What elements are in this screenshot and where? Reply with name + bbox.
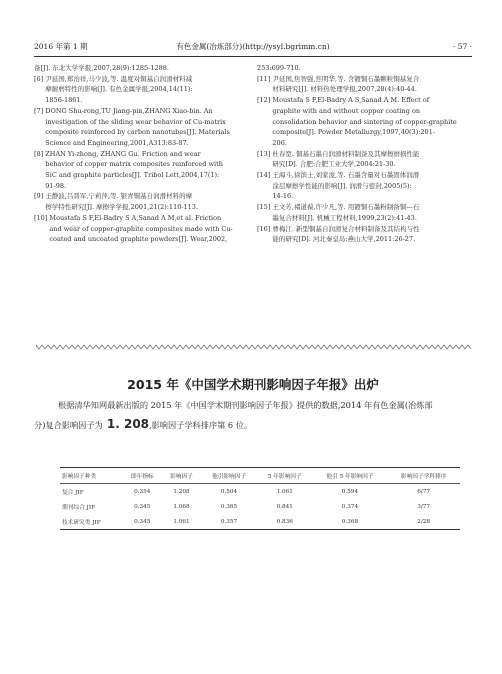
reference-line: 摩耐磨特性的影响[J]. 有色金属学报,2004,14(11):	[45, 85, 193, 94]
reference-item	[257, 149, 472, 170]
reference-item	[34, 74, 246, 106]
reference-line: Moustafa S F,El-Badry A S,Sanad A M. Effect of	[272, 96, 430, 105]
table-cell: 1.061	[276, 488, 293, 495]
reference-line: 91-98.	[45, 181, 67, 190]
reference-line: 尹延国,焦智强,焦明华,等. 含镀铜石墨颗粒铜基复合	[272, 74, 420, 83]
table-row	[60, 514, 460, 530]
notice-paragraph	[34, 396, 470, 435]
reference-number: [16]	[257, 224, 273, 233]
reference-line: 曹梅江. 新型铜基自润滑复合材料制备及其结构与性	[272, 224, 420, 233]
column-header: 影响因子学科排序	[387, 468, 460, 484]
reference-line: 206.	[272, 138, 287, 147]
reference-line: 王文芳,褚道葆,许少凡,等. 用镀铜石墨粉制备铜—石	[272, 203, 420, 212]
wavy-divider	[36, 344, 472, 350]
reference-number: [10]	[34, 213, 50, 222]
impact-factor-table	[60, 467, 460, 530]
reference-number: [15]	[257, 203, 273, 212]
reference-text	[272, 202, 472, 223]
table-cell: 1.061	[162, 514, 201, 530]
notice-title: 2015 年《中国学术期刊影响因子年报》出炉	[127, 377, 379, 392]
reference-line: 擦学特性研究[J]. 摩擦学学报,2001,21(2):110-113.	[45, 203, 199, 212]
reference-line: ZHAN Yi-zhong, ZHANG Gu. Friction and wear	[45, 149, 201, 158]
reference-text	[257, 63, 472, 74]
reference-line: Moustafa S F,El-Badry S A,Sanad A M,et al. Friction	[49, 213, 222, 222]
notice-line-2-prefix: 分)复合影响因子为	[34, 420, 103, 430]
table-cell: 3/77	[417, 503, 431, 510]
reference-line: coated and uncoated graphite powders[J]. Wear,2002,	[49, 235, 228, 244]
table-cell: 1.068	[173, 503, 190, 510]
page-number: · 57 ·	[452, 42, 472, 51]
reference-item	[257, 224, 472, 245]
running-header	[34, 40, 472, 54]
table-cell: 0.594	[341, 488, 359, 495]
table-cell: 0.345	[134, 503, 151, 510]
reference-line: behavior of copper matrix composites reinforced with	[45, 160, 223, 169]
reference-line: SiC and graphite particles[J]. Tribol Lett,2004,17(1):	[45, 171, 220, 180]
reference-line: Science and Engineering,2001,A313:83-87.	[45, 138, 189, 147]
reference-item	[257, 202, 472, 223]
reference-number: [11]	[257, 74, 273, 83]
reference-text	[45, 149, 246, 192]
table-cell: 0.357	[201, 514, 257, 530]
journal-name: 有色金属(冶炼部分)(http://ysyl.bgrimm.cn)	[176, 42, 330, 51]
table-cell: 0.504	[220, 488, 238, 495]
table-cell: 0.345	[123, 514, 162, 530]
reference-line: 能的研究[D]. 河北秦皇岛:燕山大学,2011:26-27.	[272, 235, 416, 244]
reference-text	[45, 74, 246, 106]
reference-line: 杜春宽. 铜基石墨自润滑材料制备及其摩擦磨损性能	[272, 149, 420, 158]
reference-line: 备[J]. 东北大学学报,2007,28(9):1285-1288.	[34, 64, 169, 72]
reference-line: and wear of copper-graphite composites made with Cu-	[49, 224, 233, 233]
reference-item	[257, 74, 472, 95]
reference-item	[34, 106, 246, 149]
table-row	[60, 484, 460, 500]
reference-line: 涂层摩擦学性能的影响[J]. 润滑与密封,2005(5):	[272, 181, 412, 190]
impact-factor-value: 1. 208	[102, 417, 150, 431]
column-header: 他引影响因子	[201, 468, 257, 484]
notice-line-2	[34, 415, 470, 435]
column-header: 即年指标	[123, 468, 162, 484]
reference-text	[272, 95, 472, 149]
header-rule	[34, 56, 472, 57]
reference-line: 材料研究[J]. 材料热处理学报,2007,28(4):40-44.	[272, 85, 417, 94]
table-cell: 0.374	[341, 503, 359, 510]
reference-number: [6]	[34, 74, 46, 83]
reference-item	[34, 149, 246, 192]
reference-line: 1856-1861.	[45, 96, 83, 105]
notice-line-2-suffix: ,影响因子学科排序第 6 位。	[149, 420, 253, 430]
reference-item	[34, 191, 246, 212]
table-cell: 1.208	[173, 488, 190, 495]
reference-number: [8]	[34, 149, 46, 158]
reference-item	[257, 95, 472, 149]
reference-line: 研究[D]. 合肥:合肥工业大学,2004:21-30.	[272, 160, 396, 169]
column-header: 影响因子	[162, 468, 201, 484]
column-header: 他引 5 年影响因子	[313, 468, 388, 484]
reference-line: DONG Shu-rong,TU Jiang-pin,ZHANG Xiao-bin. An	[45, 106, 213, 115]
table-body	[60, 484, 460, 530]
table-cell: 期刊综合 JIF	[62, 505, 96, 511]
table-cell: 6/77	[417, 488, 431, 495]
reference-item	[257, 170, 472, 202]
reference-line: graphite with and without copper coating on	[272, 106, 421, 115]
reference-line: 王海斗,徐滨士,刘家浚,等. 石墨含量对石墨固体润滑	[272, 171, 420, 180]
reference-line: 尹延国,郑治祥,马少波,等. 温度对铜基自润滑材料减	[45, 74, 193, 83]
reference-line: consolidation behavior and sintering of copper-graphite	[272, 117, 457, 126]
reference-number: [9]	[34, 192, 46, 201]
reference-item	[34, 63, 246, 74]
reference-line: composite reinforced by carbon nanotubes[J]. Materials	[45, 128, 230, 137]
reference-text	[272, 74, 472, 95]
table-cell: 0.368	[313, 514, 388, 530]
table-cell: 复合 JIF	[62, 490, 84, 496]
column-header: 5 年影响因子	[257, 468, 313, 484]
reference-item	[257, 63, 472, 74]
reference-number: [13]	[257, 149, 273, 158]
reference-text	[272, 149, 472, 170]
column-header: 影响因子种类	[60, 468, 123, 484]
reference-number: [12]	[257, 96, 273, 105]
reference-line: investigation of the sliding wear behavior of Cu-matrix	[45, 117, 226, 126]
table-cell: 0.354	[134, 488, 151, 495]
table-cell: 技术研究类 JIF	[60, 514, 123, 530]
table-cell: 0.836	[257, 514, 313, 530]
table-row	[60, 499, 460, 514]
reference-line: 253:699-710.	[257, 64, 301, 72]
table-cell: 0.365	[220, 503, 238, 510]
references-left-column	[34, 63, 246, 245]
reference-line: 王静波,吕晋军,宁莉萍,等. 银青铜基自润滑材料的摩	[45, 192, 193, 201]
reference-text	[272, 170, 472, 202]
notice-line-1: 根据清华知网最新出版的 2015 年《中国学术期刊影响因子年报》提供的数据,2014 年有色金属(冶炼部	[58, 400, 433, 410]
table-cell: 0.841	[276, 503, 293, 510]
reference-text	[272, 224, 472, 245]
reference-text	[49, 213, 246, 245]
references-right-column	[257, 63, 472, 245]
reference-line: 墨复合材料[J]. 机械工程材料,1999,23(2):41-43.	[272, 213, 417, 222]
table-cell: 2/28	[387, 514, 460, 530]
table-header-row	[60, 468, 460, 484]
reference-line: 14-16.	[272, 192, 294, 201]
reference-text	[45, 191, 246, 212]
reference-text	[45, 106, 246, 149]
reference-item	[34, 213, 246, 245]
reference-text	[34, 63, 246, 74]
reference-number: [7]	[34, 106, 46, 115]
reference-number: [14]	[257, 171, 273, 180]
reference-line: composite[J]. Powder Metallurgy,1997,40(3):201-	[272, 128, 436, 137]
issue-label: 2016 年第 1 期	[34, 42, 88, 51]
